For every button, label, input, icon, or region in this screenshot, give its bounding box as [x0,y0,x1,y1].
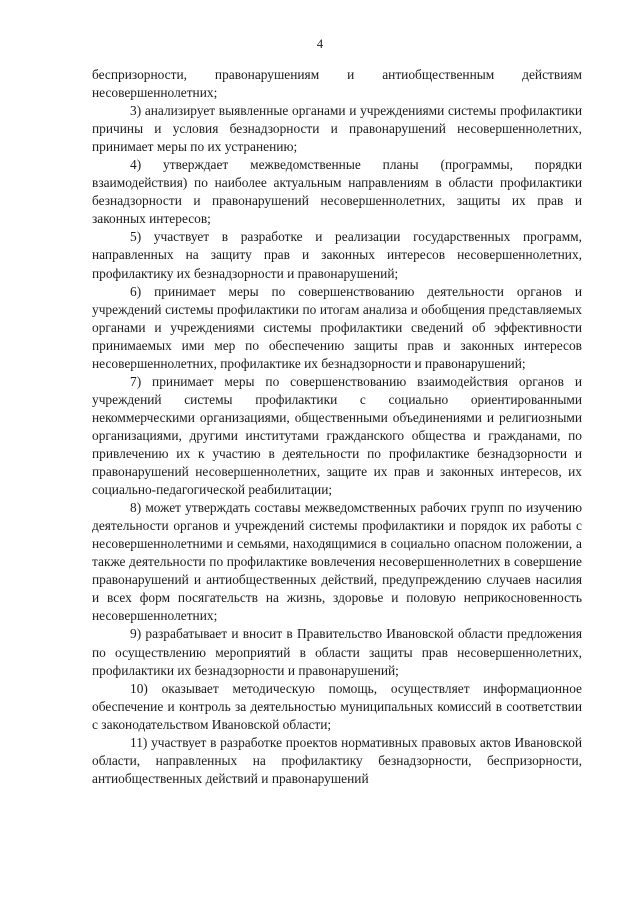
paragraph-item-11: 11) участвует в разработке проектов нормативных правовых актов Ивановской области, направленных на профилактику безнадзорности, беспризорности, антиобщественных действий и правонарушений [92,734,582,786]
paragraph-continuation: беспризорности, правонарушениям и антиобщественным действиям несовершеннолетних; [92,67,582,101]
document-body [92,66,582,788]
paragraph-item-5: 5) участвует в разработке и реализации государственных программ, направленных на защиту прав и законных интересов несовершеннолетних, профилактику их безнадзорности и правонарушений; [92,229,582,281]
paragraph-item-8: 8) может утверждать составы межведомственных рабочих групп по изучению деятельности органов и учреждений системы профилактики и порядок их работы с несовершеннолетними и семьями, находящимися в социально опасном положении, а также деятельности по профилактике вовлечения несовершеннолетних в совершение правонарушений и антиобщественных действий, предупреждению случаев насилия и всех форм посягательств на жизнь, здоровье и половую неприкосновенность несовершеннолетних; [92,500,582,624]
page-number: 4 [316,37,324,51]
paragraph-item-10: 10) оказывает методическую помощь, осуществляет информационное обеспечение и контроль за деятельностью муниципальных комиссий в соответствии с законодательством Ивановской области; [92,680,582,732]
paragraph-item-6: 6) принимает меры по совершенствованию деятельности органов и учреждений системы профилактики по итогам анализа и обобщения представляемых органами и учреждениями системы профилактики сведений об эффективности принимаемых ими мер по обеспечению защиты прав и законных интересов несовершеннолетних, профилактике их безнадзорности и правонарушений; [92,283,582,371]
paragraph-item-4: 4) утверждает межведомственные планы (программы, порядки взаимодействия) по наиболее актуальным направлениям в области профилактики безнадзорности и правонарушений несовершеннолетних, защиты их прав и законных интересов; [92,157,582,227]
paragraph-item-9: 9) разрабатывает и вносит в Правительство Ивановской области предложения по осуществлению мероприятий в области защиты прав несовершеннолетних, профилактики их безнадзорности и правонарушений; [92,626,582,678]
paragraph-item-3: 3) анализирует выявленные органами и учреждениями системы профилактики причины и условия безнадзорности и правонарушений несовершеннолетних, принимает меры по их устранению; [92,103,582,155]
paragraph-item-7: 7) принимает меры по совершенствованию взаимодействия органов и учреждений системы профилактики с социально ориентированными некоммерческими организациями, общественными объединениями и религиозными организациями, другими институтами гражданского общества и гражданами, по привлечению их к участию в деятельности по профилактике безнадзорности и правонарушений несовершеннолетних, защите их прав и законных интересов, их социально-педагогической реабилитации; [92,373,582,498]
